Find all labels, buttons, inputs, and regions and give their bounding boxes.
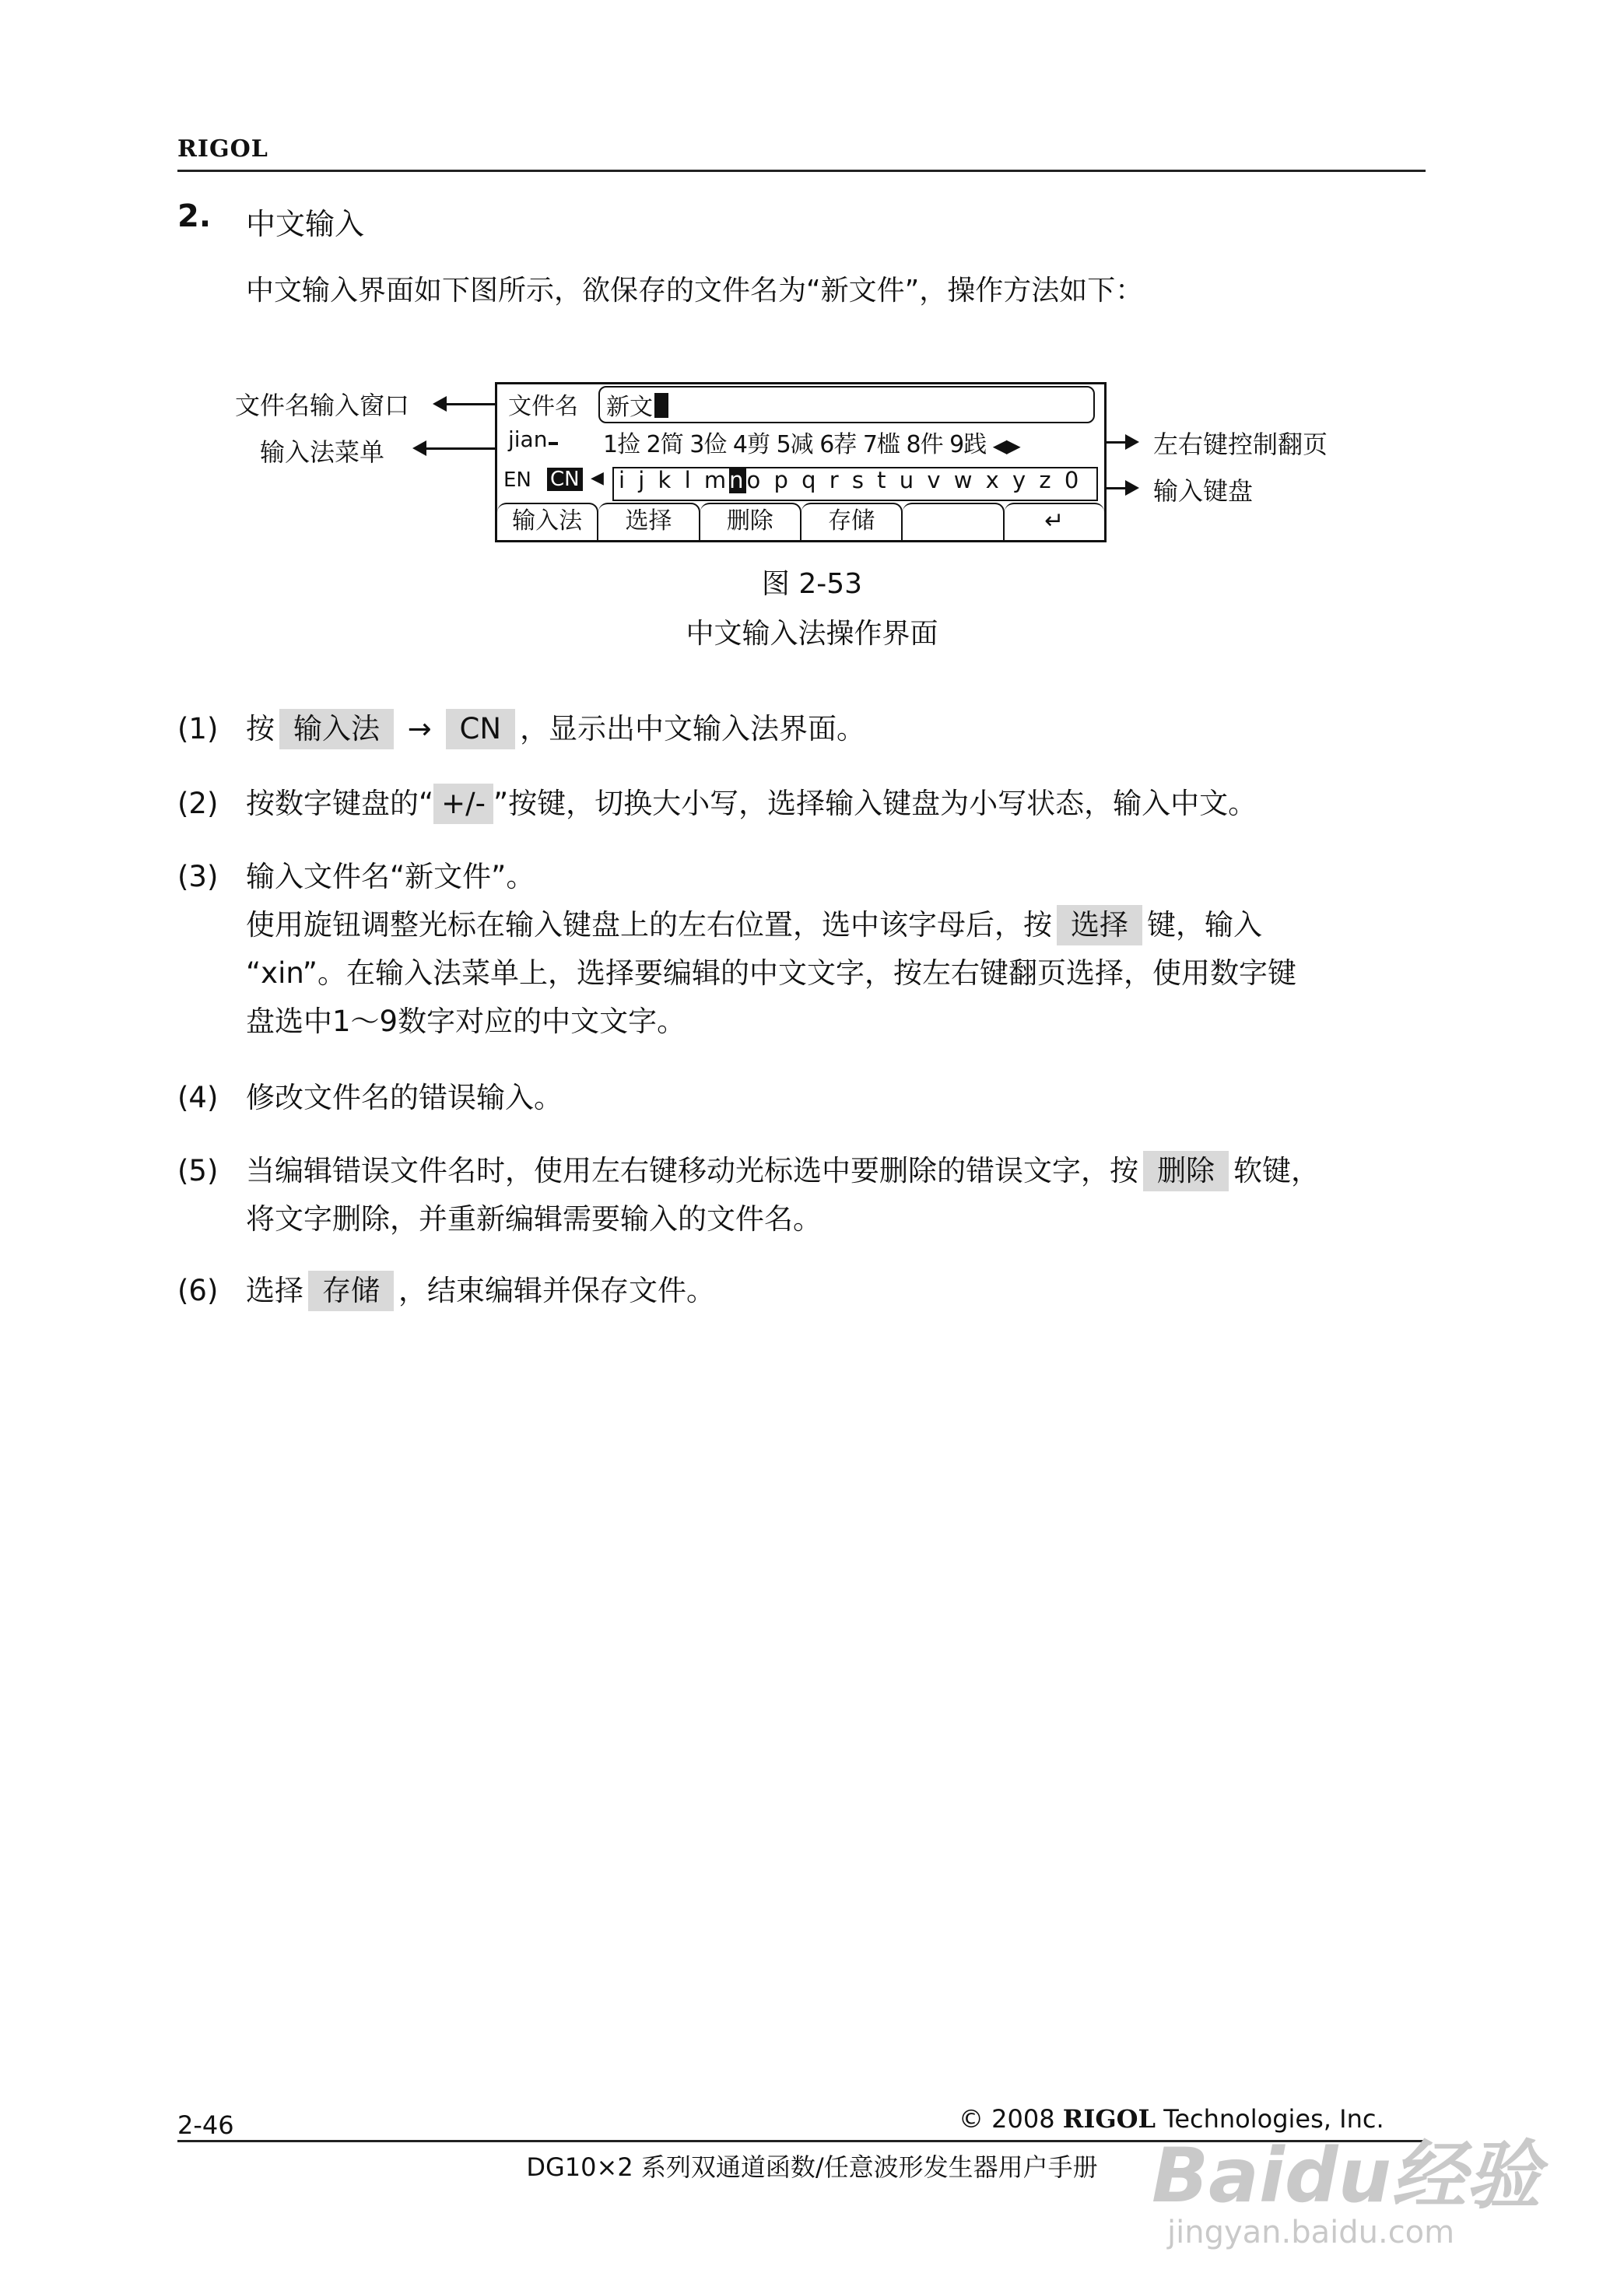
key-plus-minus[interactable]: +/- [433,784,493,824]
step-number: (6) [177,1274,219,1307]
intro-paragraph: 中文输入界面如下图所示，欲保存的文件名为“新文件”，操作方法如下： [246,275,1144,307]
mode-cn[interactable]: CN [547,468,583,491]
ime-pinyin: jian [508,426,558,452]
figure-title: 中文输入法操作界面 [686,618,938,650]
step-number: (3) [177,860,219,893]
filename-value: 新文 [606,394,653,421]
arrow-right-icon: → [407,712,432,745]
figure-number: 图 2-53 [761,568,863,600]
arrow-right-icon [1125,434,1139,450]
step-3: 输入文件名“新文件”。 使用旋钮调整光标在输入键盘上的左右位置，选中该字母后，按 选择 键，输入 “xin”。在输入法菜单上，选择要编辑的中文文字，按左右键翻页选择，使用数字键 盘选中1～9数字对应的中文文字。 [246,860,1296,1038]
step-6: 选择 存储 ，结束编辑并保存文件。 [246,1267,715,1315]
mode-en[interactable]: EN [503,468,531,492]
candidate-item[interactable]: 6荐 [819,431,857,458]
annotation-ime-menu: 输入法菜单 [260,437,385,467]
input-keyboard[interactable] [619,467,1082,493]
section-number: 2. [177,198,212,234]
candidate-item[interactable]: 7槛 [862,431,900,458]
page-number: 2-46 [177,2110,234,2140]
key-delete[interactable]: 删除 [1143,1151,1229,1191]
keyboard-prev-icon[interactable]: ◀ [591,468,604,488]
candidate-item[interactable]: 1捡 [603,431,640,458]
softkey-bar [497,503,1104,540]
annotation-keyboard: 输入键盘 [1153,476,1254,506]
arrow-right-icon [1125,480,1139,496]
filename-label: 文件名 [508,393,578,420]
watermark-url: jingyan.baidu.com [1167,2215,1455,2250]
step-number: (2) [177,787,219,820]
softkey-ime[interactable]: 输入法 [497,503,598,540]
step-number: (5) [177,1154,219,1187]
keyboard-keys[interactable]: o p q r s t u v w x y z 0 [746,467,1082,493]
lcd-screen [495,382,1107,542]
ime-candidate-menu[interactable] [603,425,1020,459]
candidate-item[interactable]: 2简 [646,431,683,458]
softkey-store[interactable]: 存储 [801,503,903,540]
header-brand: RIGOL [177,135,268,163]
key-ime[interactable]: 输入法 [279,709,394,749]
keyboard-keys[interactable]: i j k l m [619,467,730,493]
key-store[interactable]: 存储 [308,1271,394,1311]
header-rule [177,170,1426,172]
keyboard-selected-key[interactable]: n [729,467,747,493]
annotation-page-turn: 左右键控制翻页 [1153,430,1328,459]
softkey-delete[interactable]: 删除 [700,503,801,540]
candidate-item[interactable]: 9践 [949,431,987,458]
candidate-item[interactable]: 8件 [906,431,943,458]
annotation-filename-window: 文件名输入窗口 [235,391,410,420]
key-select[interactable]: 选择 [1057,905,1142,945]
section-title: 中文输入 [246,207,365,241]
page-next-icon[interactable]: ▶ [1006,435,1020,457]
key-cn[interactable]: CN [446,709,516,749]
softkey-select[interactable]: 选择 [598,503,700,540]
step-number: (1) [177,712,219,745]
watermark-logo: Baidu经验 [1152,2132,1541,2219]
step-1: 按 输入法 → CN ，显示出中文输入法界面。 [246,705,865,753]
candidate-item[interactable]: 4剪 [732,431,770,458]
page-prev-icon[interactable]: ◀ [992,435,1007,457]
text-cursor [654,393,668,418]
arrow-left-icon [433,396,447,412]
manual-title: DG10×2 系列双通道函数/任意波形发生器用户手册 [526,2152,1098,2182]
step-2: 按数字键盘的“ +/- ”按键，切换大小写，选择输入键盘为小写状态，输入中文。 [246,780,1257,828]
softkey-return[interactable] [1005,503,1104,540]
candidate-item[interactable]: 3俭 [689,431,727,458]
arrow-left-icon [412,440,426,456]
return-icon: ↵ [1044,507,1065,535]
step-5: 当编辑错误文件名时，使用左右键移动光标选中要删除的错误文字，按 删除 软键， 将文字删除，并重新编辑需要输入的文件名。 [246,1147,1320,1243]
filename-input[interactable] [606,388,668,422]
copyright: © 2008 RIGOL Technologies, Inc. [959,2104,1384,2134]
step-4: 修改文件名的错误输入。 [246,1081,563,1114]
step-number: (4) [177,1081,219,1114]
candidate-item[interactable]: 5减 [776,431,813,458]
filename-input-box[interactable] [598,386,1095,423]
softkey-blank[interactable] [903,503,1004,540]
